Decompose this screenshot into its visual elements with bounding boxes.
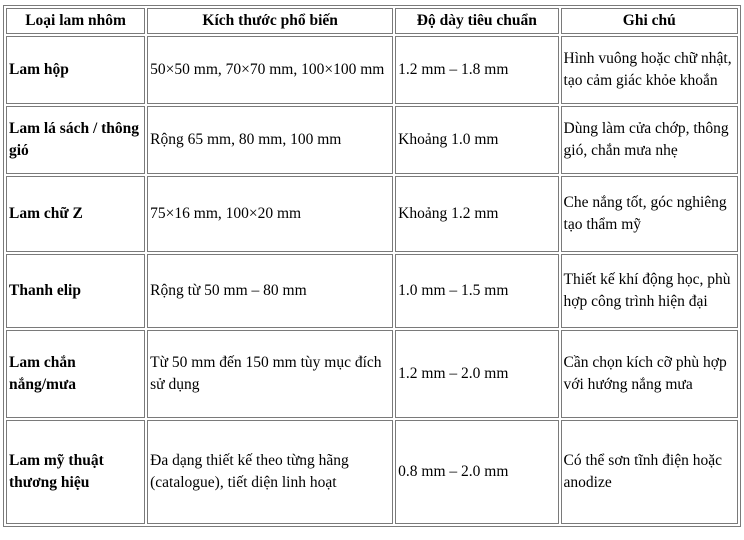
table-row [6, 176, 738, 252]
cell-thickness: Khoảng 1.2 mm [395, 176, 558, 252]
header-size: Kích thước phổ biến [147, 8, 393, 34]
cell-note: Có thể sơn tĩnh điện hoặc anodize [561, 420, 738, 524]
cell-type: Lam chắn nắng/mưa [6, 330, 145, 418]
cell-type: Lam chữ Z [6, 176, 145, 252]
cell-size: Đa dạng thiết kế theo từng hãng (catalogue), tiết diện linh hoạt [147, 420, 393, 524]
table-row [6, 420, 738, 524]
cell-type: Lam mỹ thuật thương hiệu [6, 420, 145, 524]
cell-size: Rộng từ 50 mm – 80 mm [147, 254, 393, 328]
cell-note: Che nắng tốt, góc nghiêng tạo thẩm mỹ [561, 176, 738, 252]
header-type: Loại lam nhôm [6, 8, 145, 34]
cell-type: Thanh elip [6, 254, 145, 328]
cell-note: Thiết kế khí động học, phù hợp công trình hiện đại [561, 254, 738, 328]
cell-thickness: 1.2 mm – 1.8 mm [395, 36, 558, 104]
cell-thickness: 1.0 mm – 1.5 mm [395, 254, 558, 328]
cell-size: Rộng 65 mm, 80 mm, 100 mm [147, 106, 393, 174]
cell-note: Hình vuông hoặc chữ nhật, tạo cảm giác khỏe khoắn [561, 36, 738, 104]
table-row [6, 254, 738, 328]
header-thickness: Độ dày tiêu chuẩn [395, 8, 558, 34]
cell-note: Cần chọn kích cỡ phù hợp với hướng nắng mưa [561, 330, 738, 418]
cell-size: 50×50 mm, 70×70 mm, 100×100 mm [147, 36, 393, 104]
cell-size: Từ 50 mm đến 150 mm tùy mục đích sử dụng [147, 330, 393, 418]
cell-size: 75×16 mm, 100×20 mm [147, 176, 393, 252]
cell-thickness: 0.8 mm – 2.0 mm [395, 420, 558, 524]
cell-thickness: 1.2 mm – 2.0 mm [395, 330, 558, 418]
table-row [6, 36, 738, 104]
table-row [6, 330, 738, 418]
aluminum-louver-spec-table [3, 5, 741, 527]
header-note: Ghi chú [561, 8, 738, 34]
cell-thickness: Khoảng 1.0 mm [395, 106, 558, 174]
cell-note: Dùng làm cửa chớp, thông gió, chắn mưa nhẹ [561, 106, 738, 174]
table-row [6, 106, 738, 174]
table-header-row [6, 8, 738, 34]
cell-type: Lam lá sách / thông gió [6, 106, 145, 174]
cell-type: Lam hộp [6, 36, 145, 104]
